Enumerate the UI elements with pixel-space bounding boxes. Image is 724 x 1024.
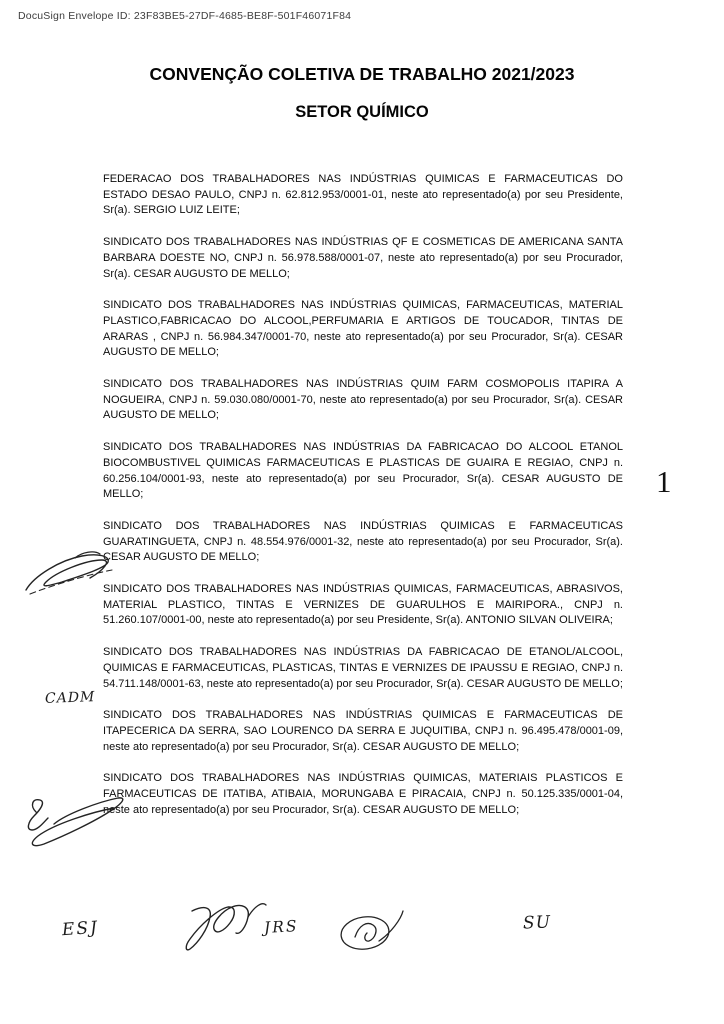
signature-scribble-icon xyxy=(14,790,129,860)
envelope-id: DocuSign Envelope ID: 23F83BE5-27DF-4685-BE8F-501F46071F84 xyxy=(18,10,352,22)
margin-initials: CADM xyxy=(44,689,96,707)
paragraph-guaratingueta: SINDICATO DOS TRABALHADORES NAS INDÚSTRIAS QUIMICAS E FARMACEUTICAS GUARATINGUETA, CNPJ n. 48.554.976/0001-32, neste ato representado(a) por seu Procurador, Sr(a). CESAR AUGUSTO DE MELLO; xyxy=(103,519,623,564)
footer-initials-su: SU xyxy=(522,912,552,934)
paragraph-itatiba: SINDICATO DOS TRABALHADORES NAS INDÚSTRIAS QUIMICAS, MATERIAIS PLASTICOS E FARMACEUTICAS DE ITATIBA, ATIBAIA, MORUNGABA E PIRACAIA, CNPJ n. 50.125.335/0001-04, neste ato representado(a) por seu Procurador, Sr(a). CESAR AUGUSTO DE MELLO; xyxy=(103,772,623,816)
paragraph-federacao: FEDERACAO DOS TRABALHADORES NAS INDÚSTRIAS QUIMICAS E FARMACEUTICAS DO ESTADO DESAO PAULO, CNPJ n. 62.812.953/0001-01, neste ato representado(a) por seu Presidente, Sr(a). SERGIO LUIZ LEITE; xyxy=(103,173,623,217)
paragraph-ipaussu: SINDICATO DOS TRABALHADORES NAS INDÚSTRIAS DA FABRICACAO DE ETANOL/ALCOOL, QUIMICAS E FARMACEUTICAS, PLASTICAS, TINTAS E VERNIZES DE IPAUSSU E REGIAO, CNPJ n. 54.711.148/0001-63, neste ato representado(a) por seu Procurador, Sr(a). CESAR AUGUSTO DE MELLO; xyxy=(103,646,623,690)
signature-scribble-icon xyxy=(20,548,120,603)
page-subtitle: SETOR QUÍMICO xyxy=(295,103,429,121)
paragraph-cosmopolis: SINDICATO DOS TRABALHADORES NAS INDÚSTRIAS QUIM FARM COSMOPOLIS ITAPIRA A NOGUEIRA, CNPJ n. 59.030.080/0001-70, neste ato representado(a) por seu Procurador, Sr(a). CESAR AUGUSTO DE MELLO; xyxy=(103,378,623,422)
signature-scribble-icon xyxy=(331,903,411,958)
page-title: CONVENÇÃO COLETIVA DE TRABALHO 2021/2023 xyxy=(149,64,575,84)
paragraph-guaira: SINDICATO DOS TRABALHADORES NAS INDÚSTRIAS DA FABRICACAO DO ALCOOL ETANOL BIOCOMBUSTIVEL QUIMICAS FARMACEUTICAS E PLASTICAS DE GUAIRA E REGIAO, CNPJ n. 60.256.104/0001-93, neste ato representado(a) por seu Procurador, Sr(a). CESAR AUGUSTO DE MELLO; xyxy=(103,441,623,501)
signature-scribble-icon xyxy=(178,897,268,959)
paragraph-araras: SINDICATO DOS TRABALHADORES NAS INDÚSTRIAS QUIMICAS, FARMACEUTICAS, MATERIAL PLASTICO,FABRICACAO DO ALCOOL,PERFUMARIA E ARTIGOS DE TOUCADOR, TINTAS DE ARARAS , CNPJ n. 56.984.347/0001-70, neste ato representado(a) por seu Procurador, Sr(a). CESAR AUGUSTO DE MELLO; xyxy=(103,299,623,359)
paragraph-americana: SINDICATO DOS TRABALHADORES NAS INDÚSTRIAS QF E COSMETICAS DE AMERICANA SANTA BARBARA DOESTE NO, CNPJ n. 56.978.588/0001-07, neste ato representado(a) por seu Procurador, Sr(a). CESAR AUGUSTO DE MELLO; xyxy=(103,236,623,280)
paragraph-guarulhos: SINDICATO DOS TRABALHADORES NAS INDÚSTRIAS QUIMICAS, FARMACEUTICAS, ABRASIVOS, MATERIAL PLASTICO, TINTAS E VERNIZES DE GUARULHOS E MAIRIPORA., CNPJ n. 51.260.107/0001-00, neste ato representado(a) por seu Presidente, Sr(a). ANTONIO SILVAN OLIVEIRA; xyxy=(103,583,623,627)
footer-initials-jrs: JRS xyxy=(263,917,299,937)
document-body xyxy=(103,172,623,835)
page-number: 1 xyxy=(656,464,672,499)
footer-initials-esj: ESJ xyxy=(61,917,100,941)
paragraph-itapecerica: SINDICATO DOS TRABALHADORES NAS INDÚSTRIAS QUIMICAS E FARMACEUTICAS DE ITAPECERICA DA SERRA, SAO LOURENCO DA SERRA E JUQUITIBA, CNPJ n. 96.495.478/0001-09, neste ato representado(a) por seu Procurador, Sr(a). CESAR AUGUSTO DE MELLO; xyxy=(103,709,623,753)
